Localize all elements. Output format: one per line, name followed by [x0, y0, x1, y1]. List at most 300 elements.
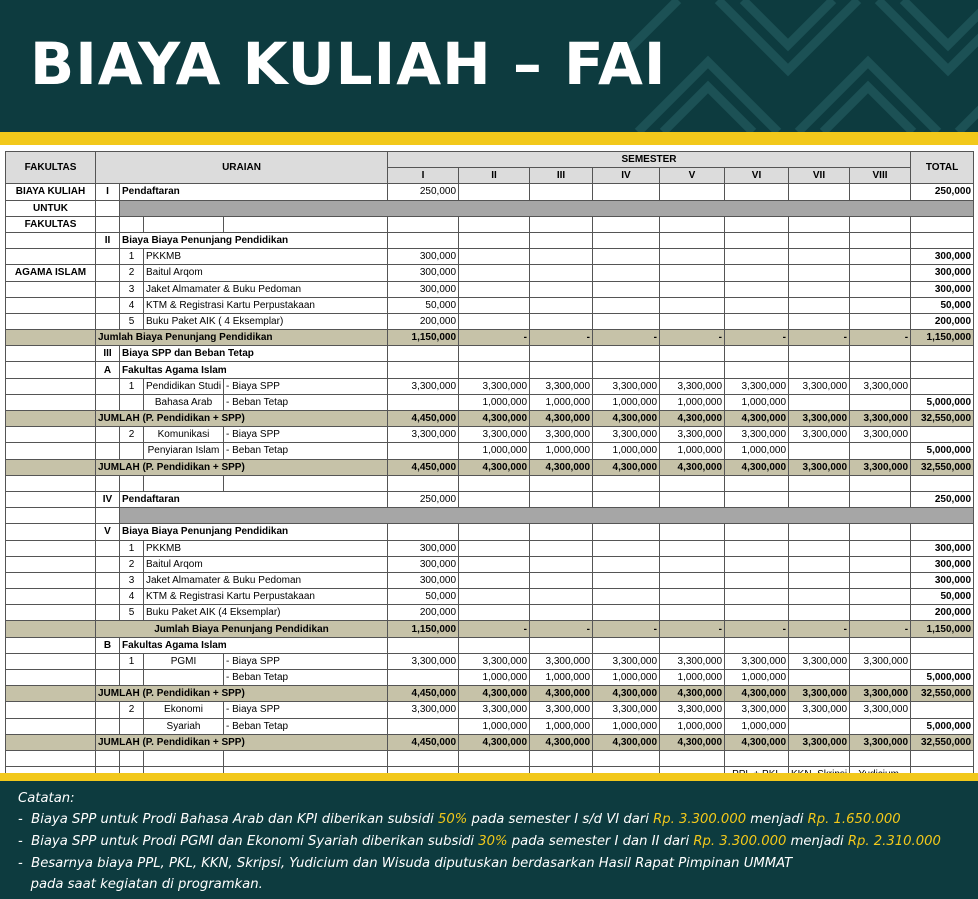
section-label: Pendaftaran — [120, 491, 388, 507]
total-value: 32,550,000 — [911, 734, 974, 750]
table-row — [6, 346, 974, 362]
total-value — [911, 362, 974, 378]
semester-value — [850, 313, 911, 329]
semester-value — [660, 750, 725, 766]
semester-value — [660, 249, 725, 265]
semester-value — [388, 750, 459, 766]
semester-value: 4,300,000 — [593, 459, 660, 475]
semester-value — [593, 281, 660, 297]
fakultas-cell — [6, 313, 96, 329]
semester-value — [530, 281, 593, 297]
uraian-spacer — [96, 281, 120, 297]
semester-value: 3,300,000 — [850, 411, 911, 427]
semester-value: 1,000,000 — [530, 718, 593, 734]
semester-value: 200,000 — [388, 313, 459, 329]
semester-value: - — [459, 330, 530, 346]
total-value — [911, 524, 974, 540]
semester-value: 1,000,000 — [593, 443, 660, 459]
semester-value — [850, 718, 911, 734]
semester-value — [850, 556, 911, 572]
fakultas-cell — [6, 637, 96, 653]
semester-value: 300,000 — [388, 265, 459, 281]
item-label: Buku Paket AIK (4 Eksemplar) — [144, 605, 388, 621]
semester-value: 3,300,000 — [725, 378, 789, 394]
semester-value: 1,000,000 — [530, 670, 593, 686]
table-row — [6, 184, 974, 200]
semester-value — [459, 232, 530, 248]
item-number: 5 — [120, 313, 144, 329]
table-row — [6, 394, 974, 410]
semester-value: 1,000,000 — [660, 394, 725, 410]
semester-value — [530, 297, 593, 313]
page-title: BIAYA KULIAH – FAI — [30, 30, 667, 98]
semester-value — [593, 184, 660, 200]
total-value: 250,000 — [911, 491, 974, 507]
section-number: V — [96, 524, 120, 540]
semester-value — [725, 540, 789, 556]
accent-bar-top — [0, 132, 978, 145]
semester-value — [725, 281, 789, 297]
semester-value: 3,300,000 — [789, 653, 850, 669]
section-number: B — [96, 637, 120, 653]
semester-value — [850, 232, 911, 248]
semester-value — [593, 232, 660, 248]
subtotal-label: JUMLAH (P. Pendidikan + SPP) — [96, 686, 388, 702]
table-row — [6, 718, 974, 734]
semester-value — [660, 313, 725, 329]
semester-value — [789, 491, 850, 507]
prodi-number: 1 — [120, 378, 144, 394]
semester-value — [593, 572, 660, 588]
semester-value — [530, 184, 593, 200]
semester-value: 4,300,000 — [593, 686, 660, 702]
accent-bar-bottom — [0, 773, 978, 781]
semester-value — [530, 750, 593, 766]
semester-value: 300,000 — [388, 556, 459, 572]
uraian-spacer — [96, 313, 120, 329]
uraian-spacer — [96, 702, 120, 718]
item-label: Buku Paket AIK ( 4 Eksemplar) — [144, 313, 388, 329]
semester-value — [459, 297, 530, 313]
semester-value: 3,300,000 — [850, 734, 911, 750]
header-semester-cell: III — [530, 168, 593, 184]
semester-value — [593, 637, 660, 653]
uraian-spacer — [120, 670, 144, 686]
fakultas-cell — [6, 540, 96, 556]
semester-value: 250,000 — [388, 184, 459, 200]
note-line-4: pada saat kegiatan di programkan. — [18, 877, 263, 892]
total-value — [911, 216, 974, 232]
fakultas-cell — [6, 491, 96, 507]
semester-value — [459, 184, 530, 200]
header-total: TOTAL — [911, 152, 974, 184]
section-number: A — [96, 362, 120, 378]
semester-value — [725, 605, 789, 621]
item-number: 2 — [120, 556, 144, 572]
semester-value: 4,300,000 — [459, 459, 530, 475]
table-row — [6, 313, 974, 329]
semester-value — [850, 394, 911, 410]
semester-value — [660, 605, 725, 621]
total-value: 5,000,000 — [911, 394, 974, 410]
semester-value — [725, 589, 789, 605]
semester-value: 50,000 — [388, 297, 459, 313]
total-value: 300,000 — [911, 281, 974, 297]
uraian-spacer — [96, 556, 120, 572]
total-value: 300,000 — [911, 556, 974, 572]
semester-value — [850, 297, 911, 313]
semester-value — [725, 491, 789, 507]
semester-value: 3,300,000 — [459, 427, 530, 443]
total-value: 1,150,000 — [911, 621, 974, 637]
total-value — [911, 378, 974, 394]
semester-value — [789, 637, 850, 653]
notes-footer — [0, 781, 978, 899]
semester-value — [459, 346, 530, 362]
semester-value — [789, 540, 850, 556]
total-value — [911, 232, 974, 248]
fee-type-label: - Beban Tetap — [224, 670, 388, 686]
semester-value: 3,300,000 — [850, 686, 911, 702]
semester-value: - — [850, 621, 911, 637]
semester-value: 4,300,000 — [725, 686, 789, 702]
semester-value — [530, 556, 593, 572]
item-number: 3 — [120, 572, 144, 588]
semester-value — [789, 346, 850, 362]
prodi-number: 1 — [120, 653, 144, 669]
fakultas-cell — [6, 524, 96, 540]
semester-value — [593, 750, 660, 766]
semester-value: 1,000,000 — [459, 718, 530, 734]
item-label: Baitul Arqom — [144, 265, 388, 281]
semester-value — [725, 184, 789, 200]
uraian-spacer — [224, 750, 388, 766]
fakultas-cell — [6, 589, 96, 605]
section-label: Biaya Biaya Penunjang Pendidikan — [120, 232, 388, 248]
header-semester-cell: VI — [725, 168, 789, 184]
semester-value — [789, 216, 850, 232]
semester-value — [660, 362, 725, 378]
fakultas-cell — [6, 232, 96, 248]
semester-value: 4,450,000 — [388, 411, 459, 427]
uraian-spacer — [96, 216, 120, 232]
semester-value — [593, 475, 660, 491]
fakultas-cell — [6, 330, 96, 346]
semester-value: 3,300,000 — [660, 653, 725, 669]
total-value: 50,000 — [911, 589, 974, 605]
semester-value: 3,300,000 — [388, 702, 459, 718]
item-label: KTM & Registrasi Kartu Perpustakaan — [144, 297, 388, 313]
semester-value: 4,300,000 — [593, 734, 660, 750]
semester-value — [725, 346, 789, 362]
semester-value: 3,300,000 — [660, 427, 725, 443]
fee-table-container — [0, 145, 978, 775]
semester-value: 4,300,000 — [660, 686, 725, 702]
fee-table — [5, 151, 974, 800]
uraian-spacer — [120, 216, 144, 232]
semester-value — [530, 265, 593, 281]
semester-value: 4,300,000 — [459, 686, 530, 702]
fakultas-cell: FAKULTAS — [6, 216, 96, 232]
semester-value: - — [530, 330, 593, 346]
item-number: 1 — [120, 249, 144, 265]
table-row — [6, 653, 974, 669]
uraian-spacer — [144, 750, 224, 766]
prodi-number: 2 — [120, 427, 144, 443]
uraian-spacer — [96, 540, 120, 556]
semester-value — [388, 670, 459, 686]
table-row — [6, 572, 974, 588]
semester-value — [660, 540, 725, 556]
header-uraian: URAIAN — [96, 152, 388, 184]
separator-row — [6, 200, 974, 216]
semester-value — [459, 313, 530, 329]
fakultas-cell — [6, 378, 96, 394]
semester-value — [660, 475, 725, 491]
semester-value — [850, 572, 911, 588]
semester-value — [593, 524, 660, 540]
subtotal-row — [6, 734, 974, 750]
fakultas-cell: AGAMA ISLAM — [6, 265, 96, 281]
section-number: III — [96, 346, 120, 362]
semester-value: 200,000 — [388, 605, 459, 621]
fakultas-cell — [6, 702, 96, 718]
semester-value: 3,300,000 — [530, 702, 593, 718]
table-row — [6, 232, 974, 248]
section-label: Biaya Biaya Penunjang Pendidikan — [120, 524, 388, 540]
semester-value: 1,000,000 — [459, 443, 530, 459]
uraian-spacer — [96, 670, 120, 686]
semester-value: - — [725, 621, 789, 637]
semester-value: 3,300,000 — [725, 653, 789, 669]
semester-value: 1,000,000 — [459, 670, 530, 686]
header-semester-cell: V — [660, 168, 725, 184]
prodi-name — [144, 670, 224, 686]
total-value: 300,000 — [911, 540, 974, 556]
semester-value: 4,300,000 — [725, 411, 789, 427]
uraian-spacer — [96, 200, 120, 216]
subtotal-label: JUMLAH (P. Pendidikan + SPP) — [96, 734, 388, 750]
semester-value — [660, 184, 725, 200]
gray-bar — [120, 508, 974, 524]
subtotal-row — [6, 459, 974, 475]
semester-value: 1,000,000 — [660, 718, 725, 734]
semester-value — [593, 556, 660, 572]
table-row — [6, 378, 974, 394]
semester-value: - — [530, 621, 593, 637]
semester-value — [593, 297, 660, 313]
semester-value — [388, 394, 459, 410]
semester-value — [530, 605, 593, 621]
semester-value: 1,000,000 — [530, 443, 593, 459]
semester-value — [388, 637, 459, 653]
total-value: 5,000,000 — [911, 443, 974, 459]
semester-value — [850, 750, 911, 766]
item-number: 2 — [120, 265, 144, 281]
semester-value: 4,300,000 — [530, 411, 593, 427]
header-semester-cell: IV — [593, 168, 660, 184]
total-value: 32,550,000 — [911, 459, 974, 475]
semester-value: 3,300,000 — [593, 653, 660, 669]
semester-value — [388, 524, 459, 540]
item-label: PKKMB — [144, 540, 388, 556]
semester-value — [660, 572, 725, 588]
semester-value: - — [660, 330, 725, 346]
semester-value: 1,150,000 — [388, 330, 459, 346]
fakultas-cell — [6, 734, 96, 750]
semester-value — [530, 572, 593, 588]
semester-value — [530, 475, 593, 491]
semester-value: - — [459, 621, 530, 637]
prodi-name: Ekonomi — [144, 702, 224, 718]
semester-value — [660, 491, 725, 507]
fee-type-label: - Beban Tetap — [224, 394, 388, 410]
semester-value — [660, 216, 725, 232]
fakultas-cell — [6, 686, 96, 702]
fakultas-cell — [6, 556, 96, 572]
semester-value — [789, 718, 850, 734]
table-row — [6, 249, 974, 265]
semester-value — [593, 605, 660, 621]
item-number: 5 — [120, 605, 144, 621]
gray-bar — [120, 200, 974, 216]
uraian-spacer — [96, 653, 120, 669]
semester-value: 4,300,000 — [459, 734, 530, 750]
semester-value — [530, 491, 593, 507]
fee-type-label: - Biaya SPP — [224, 378, 388, 394]
fakultas-cell — [6, 508, 96, 524]
header-semester-cell: I — [388, 168, 459, 184]
fakultas-cell: BIAYA KULIAH — [6, 184, 96, 200]
semester-value: 1,000,000 — [660, 443, 725, 459]
total-value: 200,000 — [911, 313, 974, 329]
semester-value: 300,000 — [388, 249, 459, 265]
semester-value — [660, 524, 725, 540]
subtotal-row — [6, 621, 974, 637]
semester-value: 3,300,000 — [459, 702, 530, 718]
total-value: 5,000,000 — [911, 670, 974, 686]
semester-value — [593, 589, 660, 605]
semester-value — [660, 281, 725, 297]
uraian-spacer — [224, 216, 388, 232]
fakultas-cell — [6, 411, 96, 427]
semester-value: 3,300,000 — [789, 686, 850, 702]
section-label: Biaya SPP dan Beban Tetap — [120, 346, 388, 362]
semester-value — [850, 281, 911, 297]
semester-value: 3,300,000 — [593, 702, 660, 718]
table-row — [6, 540, 974, 556]
semester-value — [530, 216, 593, 232]
semester-value — [725, 216, 789, 232]
semester-value — [530, 589, 593, 605]
semester-value: 300,000 — [388, 540, 459, 556]
semester-value: 4,300,000 — [660, 459, 725, 475]
prodi-number: 2 — [120, 702, 144, 718]
semester-value: 4,450,000 — [388, 686, 459, 702]
semester-value: 3,300,000 — [789, 702, 850, 718]
total-value — [911, 637, 974, 653]
semester-value — [850, 184, 911, 200]
subtotal-row — [6, 686, 974, 702]
semester-value — [789, 184, 850, 200]
fakultas-cell — [6, 427, 96, 443]
semester-value: 3,300,000 — [593, 427, 660, 443]
semester-value — [530, 249, 593, 265]
uraian-spacer — [96, 297, 120, 313]
fakultas-cell — [6, 605, 96, 621]
semester-value — [459, 265, 530, 281]
semester-value: - — [593, 330, 660, 346]
subtotal-label: JUMLAH (P. Pendidikan + SPP) — [96, 459, 388, 475]
prodi-name: Pendidikan Studi — [144, 378, 224, 394]
section-number: IV — [96, 491, 120, 507]
note-line-3: - Besarnya biaya PPL, PKL, KKN, Skripsi, Yudicium dan Wisuda diputuskan berdasarkan Hasil Rapat Pimpinan UMMAT — [18, 856, 793, 871]
semester-value — [789, 524, 850, 540]
subtotal-row — [6, 330, 974, 346]
semester-value — [459, 589, 530, 605]
semester-value: 3,300,000 — [388, 427, 459, 443]
semester-value: 3,300,000 — [789, 427, 850, 443]
table-row — [6, 670, 974, 686]
semester-value — [725, 556, 789, 572]
table-row — [6, 427, 974, 443]
semester-value: 3,300,000 — [789, 411, 850, 427]
semester-value: - — [725, 330, 789, 346]
semester-value: 1,000,000 — [725, 394, 789, 410]
table-row — [6, 281, 974, 297]
uraian-spacer — [96, 508, 120, 524]
semester-value: 4,450,000 — [388, 734, 459, 750]
semester-value — [388, 346, 459, 362]
fakultas-cell — [6, 718, 96, 734]
semester-value: 3,300,000 — [530, 653, 593, 669]
semester-value: 1,000,000 — [530, 394, 593, 410]
uraian-spacer — [96, 378, 120, 394]
table-row — [6, 637, 974, 653]
semester-value — [789, 313, 850, 329]
semester-value — [789, 589, 850, 605]
semester-value — [725, 232, 789, 248]
uraian-spacer — [96, 265, 120, 281]
semester-value: 3,300,000 — [593, 378, 660, 394]
prodi-name: Syariah — [144, 718, 224, 734]
semester-value: 3,300,000 — [789, 734, 850, 750]
semester-value — [789, 475, 850, 491]
semester-value — [530, 313, 593, 329]
semester-value — [725, 265, 789, 281]
semester-value: 300,000 — [388, 281, 459, 297]
total-value — [911, 346, 974, 362]
semester-value: 1,000,000 — [725, 443, 789, 459]
semester-value — [459, 281, 530, 297]
semester-value — [850, 605, 911, 621]
item-label: Baitul Arqom — [144, 556, 388, 572]
semester-value — [850, 249, 911, 265]
total-value: 5,000,000 — [911, 718, 974, 734]
semester-value — [459, 216, 530, 232]
fakultas-cell — [6, 572, 96, 588]
item-label: PKKMB — [144, 249, 388, 265]
note-line-2: - Biaya SPP untuk Prodi PGMI dan Ekonomi Syariah diberikan subsidi 30% pada semester I dan II dari Rp. 3.300.000 menjadi Rp. 2.310.000 — [18, 834, 941, 849]
semester-value: 3,300,000 — [530, 427, 593, 443]
uraian-spacer — [96, 718, 120, 734]
semester-value — [850, 475, 911, 491]
semester-value — [725, 249, 789, 265]
section-number: I — [96, 184, 120, 200]
table-row — [6, 265, 974, 281]
semester-value: 4,300,000 — [660, 734, 725, 750]
fakultas-cell — [6, 653, 96, 669]
